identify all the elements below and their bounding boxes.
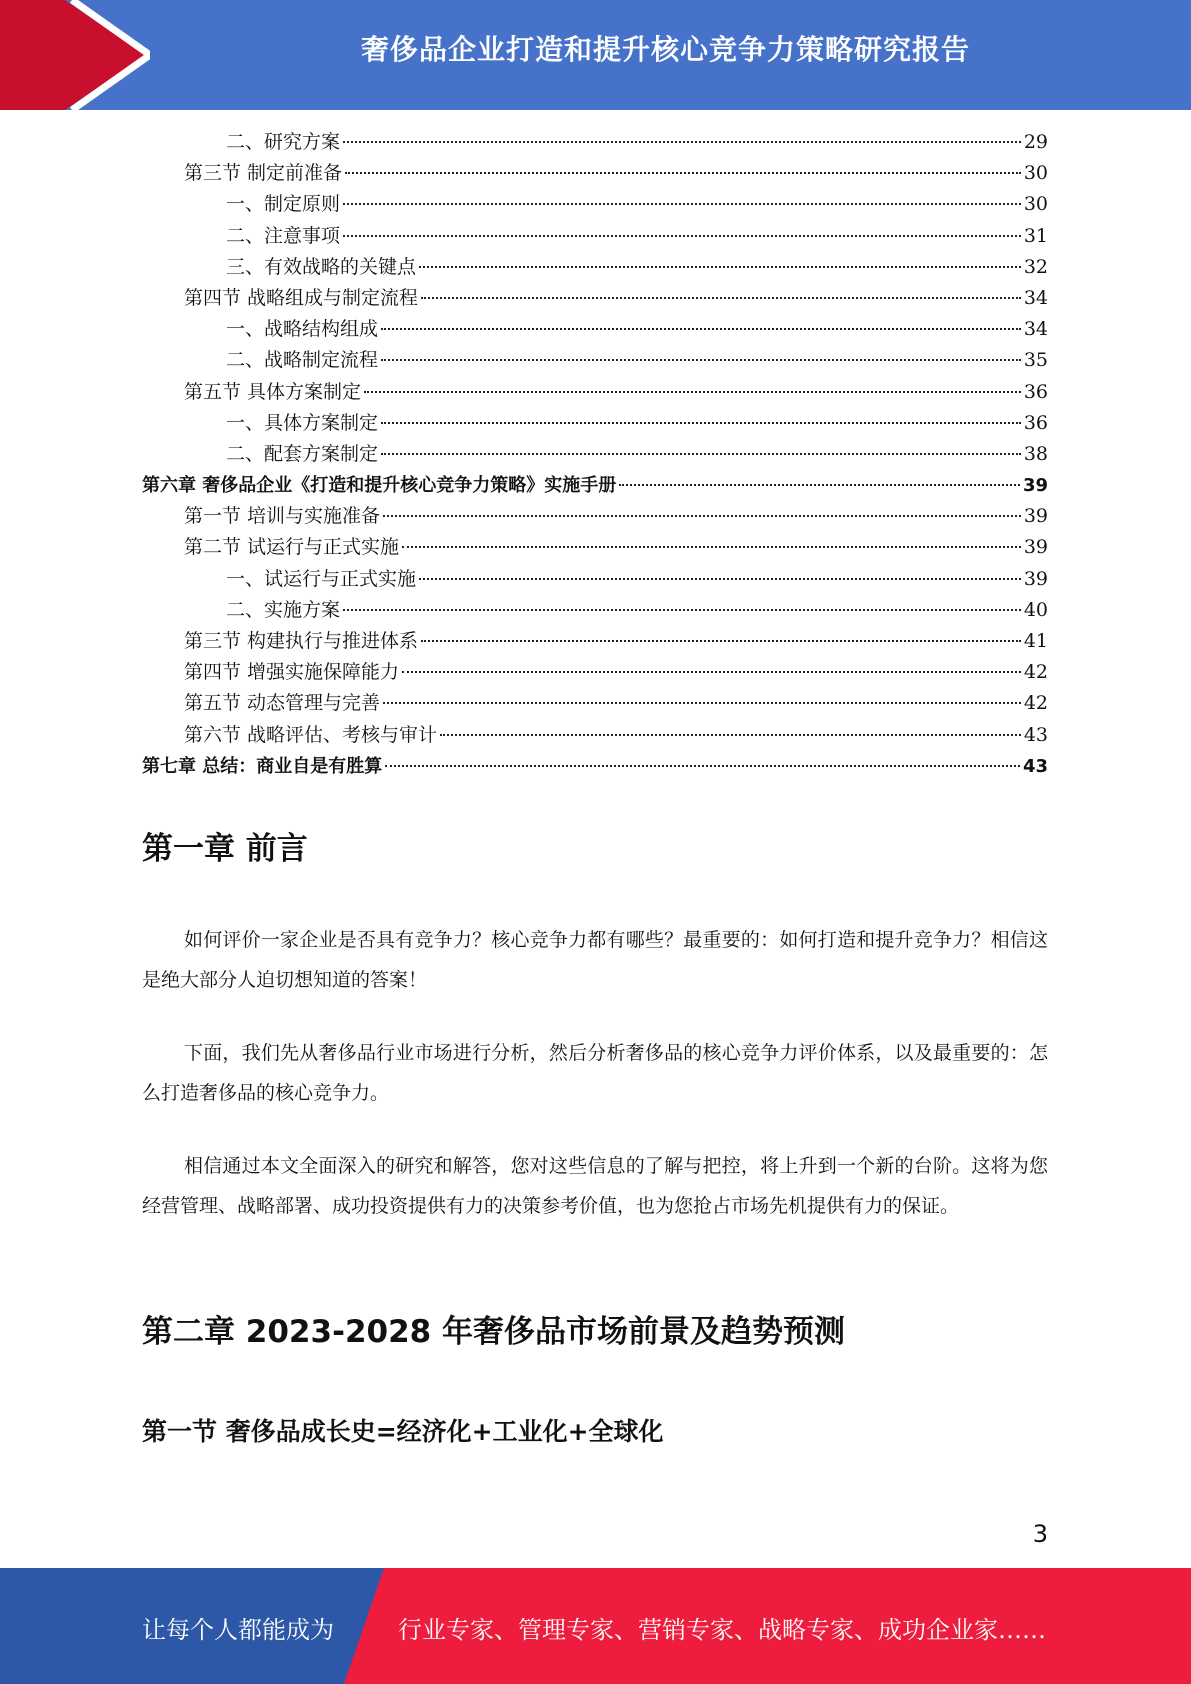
toc-entry[interactable] — [142, 564, 1048, 595]
toc-entry-page: 43 — [1023, 723, 1048, 746]
toc-entry-title: 一、具体方案制定 — [226, 411, 379, 434]
toc-entry[interactable] — [142, 189, 1048, 220]
toc-entry[interactable] — [142, 501, 1048, 532]
chapter-heading: 第二章 2023-2028 年奢侈品市场前景及趋势预测 — [142, 1314, 846, 1350]
toc-entry-title: 二、注意事项 — [226, 224, 341, 247]
toc-entry-title: 一、试运行与正式实施 — [226, 567, 417, 590]
toc-dot-leader — [345, 172, 1021, 174]
toc-entry-title: 二、配套方案制定 — [226, 442, 379, 465]
toc-entry-title: 第六节 战略评估、考核与审计 — [184, 723, 438, 746]
toc-entry[interactable] — [142, 595, 1048, 626]
toc-entry[interactable] — [142, 439, 1048, 470]
toc-entry[interactable] — [142, 314, 1048, 345]
footer-slogan-right: 行业专家、管理专家、营销专家、战略专家、成功企业家…… — [398, 1616, 1046, 1644]
toc-dot-leader — [343, 609, 1021, 611]
toc-entry-page: 29 — [1023, 131, 1048, 153]
toc-dot-leader — [381, 453, 1021, 455]
toc-dot-leader — [421, 640, 1021, 642]
toc-entry-title: 第二节 试运行与正式实施 — [184, 536, 400, 559]
toc-entry[interactable] — [142, 252, 1048, 283]
toc-entry-title: 第四节 增强实施保障能力 — [184, 661, 400, 684]
toc-dot-leader — [385, 765, 1020, 767]
toc-dot-leader — [419, 266, 1021, 268]
toc-entry-page: 36 — [1023, 411, 1048, 434]
toc-entry-page: 39 — [1023, 567, 1048, 590]
toc-entry-page: 41 — [1023, 630, 1048, 652]
toc-entry-page: 39 — [1022, 475, 1048, 497]
toc-entry-title: 第五节 具体方案制定 — [184, 380, 362, 403]
toc-entry-page: 43 — [1022, 755, 1048, 777]
toc-dot-leader — [421, 297, 1021, 299]
toc-entry-page: 30 — [1023, 162, 1048, 185]
toc-entry-page: 42 — [1023, 661, 1048, 684]
toc-entry-page: 42 — [1023, 692, 1048, 715]
toc-entry[interactable] — [142, 470, 1048, 501]
report-title: 奢侈品企业打造和提升核心竞争力策略研究报告 — [360, 33, 970, 66]
toc-entry-title: 一、战略结构组成 — [226, 318, 379, 341]
toc-entry-title: 第三节 制定前准备 — [184, 162, 343, 185]
toc-entry[interactable] — [142, 283, 1048, 314]
toc-entry-page: 39 — [1023, 505, 1048, 528]
paragraph: 如何评价一家企业是否具有竞争力？核心竞争力都有哪些？最重要的：如何打造和提升竞争力？相信这是绝大部分人迫切想知道的答案！ — [142, 929, 1048, 991]
chapter-heading: 第一章 前言 — [142, 831, 308, 867]
toc-dot-leader — [383, 702, 1021, 704]
toc-entry-title: 第一节 培训与实施准备 — [184, 505, 381, 528]
toc-entry-page: 34 — [1023, 286, 1048, 309]
toc-entry[interactable] — [142, 377, 1048, 408]
toc-entry-title: 二、研究方案 — [226, 131, 341, 153]
toc-entry-page: 35 — [1023, 349, 1048, 372]
toc-entry-title: 第四节 战略组成与制定流程 — [184, 286, 419, 309]
section-heading: 第一节 奢侈品成长史=经济化+工业化+全球化 — [142, 1417, 664, 1446]
table-of-contents — [142, 127, 1048, 782]
paragraph: 下面，我们先从奢侈品行业市场进行分析，然后分析奢侈品的核心竞争力评价体系，以及最重要的：怎么打造奢侈品的核心竞争力。 — [142, 1042, 1048, 1104]
toc-dot-leader — [419, 578, 1021, 580]
page-number: 3 — [1032, 1520, 1048, 1548]
toc-entry[interactable] — [142, 221, 1048, 252]
toc-entry-title: 二、实施方案 — [226, 598, 341, 621]
footer-slogan-left: 让每个人都能成为 — [142, 1616, 334, 1644]
toc-entry[interactable] — [142, 532, 1048, 563]
toc-entry[interactable] — [142, 720, 1048, 751]
toc-entry[interactable] — [142, 158, 1048, 189]
toc-dot-leader — [343, 235, 1021, 237]
toc-entry-title: 第三节 构建执行与推进体系 — [184, 630, 419, 652]
toc-entry-page: 39 — [1023, 536, 1048, 559]
toc-entry-page: 30 — [1023, 193, 1048, 216]
toc-entry-title: 第五节 动态管理与完善 — [184, 692, 381, 715]
toc-entry[interactable] — [142, 688, 1048, 719]
page-footer — [0, 1568, 1191, 1684]
toc-dot-leader — [383, 515, 1021, 517]
toc-dot-leader — [364, 391, 1021, 393]
toc-dot-leader — [402, 671, 1021, 673]
toc-entry[interactable] — [142, 408, 1048, 439]
page-header — [0, 0, 1191, 110]
toc-entry-page: 40 — [1023, 598, 1048, 621]
toc-dot-leader — [343, 141, 1021, 143]
toc-dot-leader — [402, 546, 1021, 548]
toc-entry[interactable] — [142, 657, 1048, 688]
toc-entry-page: 36 — [1023, 380, 1048, 403]
toc-entry-title: 第六章 奢侈品企业《打造和提升核心竞争力策略》实施手册 — [142, 475, 617, 497]
toc-dot-leader — [381, 328, 1021, 330]
toc-entry-page: 34 — [1023, 318, 1048, 341]
toc-entry-title: 一、制定原则 — [226, 193, 341, 216]
toc-entry-page: 38 — [1023, 442, 1048, 465]
toc-entry[interactable] — [142, 626, 1048, 657]
toc-dot-leader — [343, 203, 1021, 205]
toc-dot-leader — [619, 484, 1020, 486]
toc-entry[interactable] — [142, 345, 1048, 376]
toc-entry-page: 31 — [1023, 224, 1048, 247]
toc-dot-leader — [440, 734, 1021, 736]
toc-entry[interactable] — [142, 127, 1048, 158]
toc-entry-page: 32 — [1023, 255, 1048, 278]
chevron-arrow-icon — [0, 0, 150, 110]
toc-dot-leader — [381, 422, 1021, 424]
toc-dot-leader — [381, 359, 1021, 361]
paragraph: 相信通过本文全面深入的研究和解答，您对这些信息的了解与把控，将上升到一个新的台阶。这将为您经营管理、战略部署、成功投资提供有力的决策参考价值，也为您抢占市场先机提供有力的保证。 — [142, 1155, 1048, 1217]
toc-entry-title: 第七章 总结：商业自是有胜算 — [142, 755, 383, 777]
toc-entry-title: 二、战略制定流程 — [226, 349, 379, 372]
toc-entry-title: 三、有效战略的关键点 — [226, 255, 417, 278]
toc-entry[interactable] — [142, 751, 1048, 782]
